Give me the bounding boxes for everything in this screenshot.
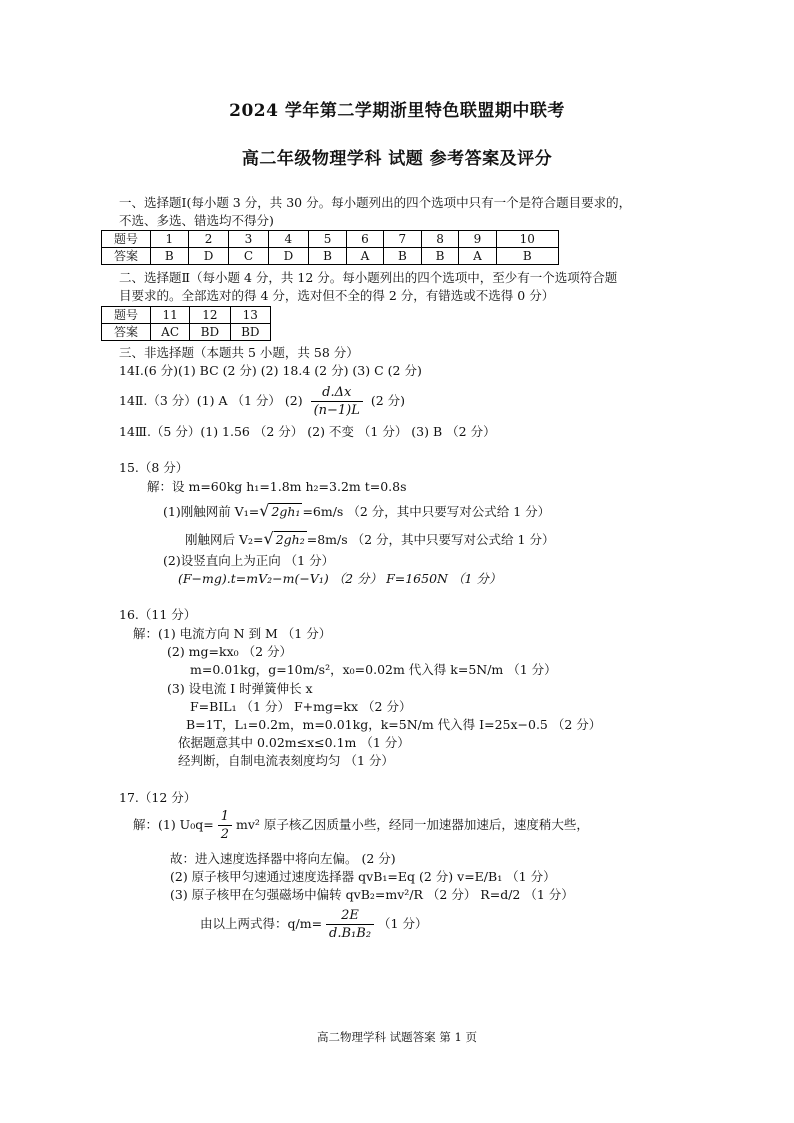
question-number-cell: 10 [496, 231, 559, 248]
answer-cell: A [459, 248, 496, 265]
q17-line3: (2) 原子核甲匀速通过速度选择器 qvB₁=Eq (2 分) v=E/B₁ （1 分） [170, 869, 556, 884]
question-number-cell: 13 [230, 307, 270, 324]
q16-line7: 依据题意其中 0.02m≤x≤0.1m （1 分） [178, 735, 410, 750]
question-number-cell: 4 [268, 231, 309, 248]
question-number-cell: 2 [188, 231, 229, 248]
answer-cell: B [384, 248, 422, 265]
fraction-numerator: 1 [218, 808, 232, 826]
fraction-denominator: (n−1)L [313, 403, 360, 418]
page-footer: 高二物理学科 试题答案 第 1 页 [317, 1030, 477, 1044]
q16-heading: 16.（11 分） [119, 607, 197, 622]
section1-intro-line1: 一、选择题Ⅰ(每小题 3 分，共 30 分。每小题列出的四个选项中只有一个是符合题目要求的， [119, 195, 632, 210]
question-number-cell: 1 [151, 231, 189, 248]
sqrt-symbol-icon: √ [263, 529, 274, 548]
fraction [326, 907, 374, 942]
answer-cell: B [421, 248, 459, 265]
q17-line1 [133, 806, 589, 844]
table-row [102, 231, 559, 248]
q15-line1 [163, 500, 550, 523]
answer-cell: B [151, 248, 189, 265]
fraction [311, 384, 363, 419]
table-header-cell: 答案 [102, 324, 151, 341]
answer-cell: B [309, 248, 347, 265]
question-number-cell: 6 [346, 231, 383, 248]
q17-line5 [200, 905, 427, 943]
table-header-cell: 题号 [102, 307, 151, 324]
question-number-cell: 8 [421, 231, 459, 248]
answer-cell: D [188, 248, 229, 265]
q15-line1-prefix: (1)刚触网前 V₁= [163, 504, 260, 519]
q17-line5-prefix: 由以上两式得：q/m= [200, 916, 323, 931]
question-number-cell: 7 [384, 231, 422, 248]
q16-line6: B=1T，L₁=0.2m，m=0.01kg，k=5N/m 代入得 I=25x−0.5 （2 分） [186, 717, 602, 732]
q16-line8: 经判断，自制电流表刻度均匀 （1 分） [178, 753, 394, 768]
q17-line4: (3) 原子核甲在匀强磁场中偏转 qvB₂=mv²/R （2 分） R=d/2 （1 分） [170, 887, 574, 902]
page-title: 2024 学年第二学期浙里特色联盟期中联考 [229, 101, 565, 121]
radicand: 2gh₁ [271, 504, 301, 519]
q17-line2: 故：进入速度选择器中将向左偏。 (2 分) [170, 851, 396, 866]
section1-intro-line2: 不选、多选、错选均不得分) [119, 213, 274, 228]
table-row [102, 307, 271, 324]
question-number-cell: 5 [309, 231, 347, 248]
answer-cell: BD [230, 324, 270, 341]
fraction-numerator: 2E [326, 907, 374, 925]
fraction [218, 808, 232, 843]
answer-cell: C [229, 248, 268, 265]
sqrt-symbol-icon: √ [259, 501, 270, 520]
q15-heading: 15.（8 分） [119, 460, 189, 475]
fraction-numerator: d.Δx [311, 384, 363, 402]
section2-intro-line1: 二、选择题Ⅱ（每小题 4 分，共 12 分。每小题列出的四个选项中，至少有一个选项符合题 [119, 270, 618, 285]
q15-line4: (F−mg).t=mV₂−m(−V₁) （2 分） F=1650N （1 分） [178, 571, 502, 586]
q15-line1-suffix: =6m/s （2 分，其中只要写对公式给 1 分） [302, 504, 551, 519]
q16-line2: (2) mg=kx₀ （2 分） [167, 644, 293, 659]
question-number-cell: 9 [459, 231, 496, 248]
section1-answer-table [101, 230, 559, 265]
answer-cell: A [346, 248, 383, 265]
q16-line5: F=BIL₁ （1 分） F+mg=kx （2 分） [190, 699, 412, 714]
q16-line1: 解：(1) 电流方向 N 到 M （1 分） [133, 626, 332, 641]
page-subtitle: 高二年级物理学科 试题 参考答案及评分 [241, 149, 553, 169]
fraction-denominator: d.B₁B₂ [329, 926, 372, 941]
section2-answer-table [101, 306, 271, 341]
q16-line4: (3) 设电流 I 时弹簧伸长 x [167, 681, 313, 696]
q15-line3: (2)设竖直向上为正向 （1 分） [163, 553, 335, 568]
section2-intro-line2: 目要求的。全部选对的得 4 分，选对但不全的得 2 分，有错选或不选得 0 分） [119, 288, 555, 303]
table-header-cell: 题号 [102, 231, 151, 248]
q15-line2 [185, 528, 554, 551]
question-number-cell: 11 [151, 307, 190, 324]
q14-part2-prefix: 14Ⅱ.（3 分）(1) A （1 分） (2) [119, 393, 303, 408]
q17-line1-prefix: 解：(1) U₀q= [133, 817, 214, 832]
table-row [102, 248, 559, 265]
q14-part1: 14Ⅰ.(6 分)(1) BC (2 分) (2) 18.4 (2 分) (3) C (2 分) [119, 363, 422, 378]
answer-cell: B [496, 248, 559, 265]
q17-line5-suffix: （1 分） [378, 916, 428, 931]
answer-cell: D [268, 248, 309, 265]
radicand: 2gh₂ [275, 532, 305, 547]
fraction-denominator: 2 [220, 827, 229, 842]
question-number-cell: 12 [190, 307, 230, 324]
q17-line1-suffix: mv² 原子核乙因质量小些，经同一加速器加速后，速度稍大些， [235, 817, 589, 832]
table-row [102, 324, 271, 341]
q14-part2-suffix: (2 分) [370, 393, 406, 408]
answer-cell: BD [190, 324, 230, 341]
q15-given: 解：设 m=60kg h₁=1.8m h₂=3.2m t=0.8s [147, 479, 407, 494]
q15-line2-prefix: 刚触网后 V₂= [185, 532, 264, 547]
q14-part3: 14Ⅲ.（5 分）(1) 1.56 （2 分） (2) 不变 （1 分） (3) B （2 分） [119, 424, 496, 439]
table-header-cell: 答案 [102, 248, 151, 265]
answer-cell: AC [151, 324, 190, 341]
question-number-cell: 3 [229, 231, 268, 248]
q15-line2-suffix: =8m/s （2 分，其中只要写对公式给 1 分） [306, 532, 555, 547]
q17-heading: 17.（12 分） [119, 790, 197, 805]
section3-intro: 三、非选择题（本题共 5 小题，共 58 分） [119, 345, 359, 360]
q16-line3: m=0.01kg，g=10m/s²，x₀=0.02m 代入得 k=5N/m （1 分） [190, 662, 557, 677]
q14-part2 [119, 382, 405, 420]
